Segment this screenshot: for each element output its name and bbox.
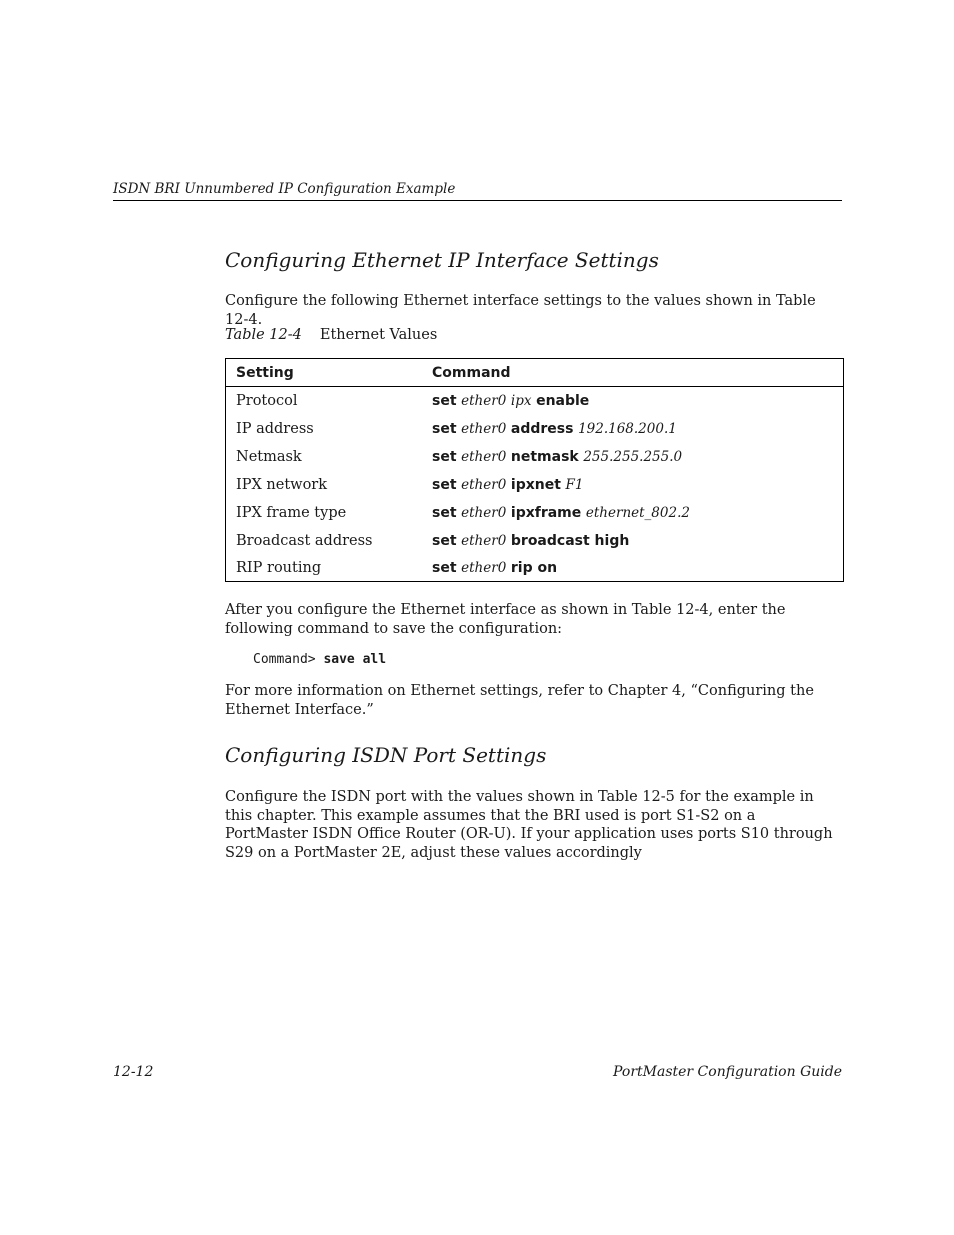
table-row xyxy=(226,415,844,443)
command-interface: ether0 xyxy=(461,449,507,465)
code-command: save all xyxy=(323,652,387,667)
command-cell xyxy=(422,471,844,499)
command-keyword: ipxframe xyxy=(510,505,582,521)
command-keyword: netmask xyxy=(510,449,579,465)
table-header-row xyxy=(226,359,844,387)
command-verb: set xyxy=(432,393,457,409)
command-value: F1 xyxy=(565,477,584,493)
command-verb: set xyxy=(432,421,457,437)
section-heading-ethernet: Configuring Ethernet IP Interface Settings xyxy=(225,248,659,272)
command-subject: ipx xyxy=(510,393,532,409)
command-cell xyxy=(422,527,844,555)
page-number: 12-12 xyxy=(113,1064,154,1080)
running-header xyxy=(113,178,842,201)
command-value: ethernet_802.2 xyxy=(585,505,690,521)
table-row xyxy=(226,527,844,555)
after-table-paragraph: After you configure the Ethernet interface as shown in Table 12-4, enter the following command to save the configuration: xyxy=(225,602,786,637)
setting-cell: Protocol xyxy=(236,393,298,409)
book-title: PortMaster Configuration Guide xyxy=(613,1064,842,1080)
table-number: Table 12-4 xyxy=(225,327,302,343)
isdn-paragraph: Configure the ISDN port with the values shown in Table 12-5 for the example in this chapter. This example assumes that the BRI used is port S1-S2 on a PortMaster ISDN Office Router (OR-U). If your application uses ports S10 through S29 on a PortMaster 2E, adjust these values accordingly xyxy=(225,789,833,861)
table-body xyxy=(226,387,844,582)
section-heading-isdn: Configuring ISDN Port Settings xyxy=(225,743,547,767)
code-example xyxy=(253,651,386,669)
column-header-setting: Setting xyxy=(226,359,423,387)
command-verb: set xyxy=(432,533,457,549)
setting-cell: Broadcast address xyxy=(236,533,373,549)
command-interface: ether0 xyxy=(461,477,507,493)
command-interface: ether0 xyxy=(461,393,507,409)
command-cell xyxy=(422,415,844,443)
code-prompt: Command> xyxy=(253,652,316,667)
table-row xyxy=(226,443,844,471)
command-value: 255.255.255.0 xyxy=(583,449,683,465)
command-cell xyxy=(422,443,844,471)
command-keyword: enable xyxy=(536,393,590,409)
command-keyword: broadcast high xyxy=(510,533,630,549)
command-verb: set xyxy=(432,505,457,521)
ethernet-values-table xyxy=(225,358,844,582)
running-title: ISDN BRI Unnumbered IP Configuration Example xyxy=(113,181,456,197)
setting-cell: IPX frame type xyxy=(236,505,347,521)
column-header-command: Command xyxy=(422,359,844,387)
setting-cell: Netmask xyxy=(236,449,302,465)
command-keyword: ipxnet xyxy=(510,477,561,493)
table-row xyxy=(226,387,844,416)
command-cell xyxy=(422,555,844,582)
table-row xyxy=(226,471,844,499)
command-interface: ether0 xyxy=(461,560,507,576)
table-row xyxy=(226,555,844,582)
table-title: Ethernet Values xyxy=(319,327,438,343)
command-interface: ether0 xyxy=(461,421,507,437)
command-keyword: address xyxy=(510,421,574,437)
command-interface: ether0 xyxy=(461,533,507,549)
setting-cell: IPX network xyxy=(236,477,328,493)
command-verb: set xyxy=(432,449,457,465)
command-interface: ether0 xyxy=(461,505,507,521)
table-caption xyxy=(225,326,437,344)
command-keyword: rip on xyxy=(510,560,558,576)
command-verb: set xyxy=(432,477,457,493)
table-row xyxy=(226,499,844,527)
command-value: 192.168.200.1 xyxy=(578,421,677,437)
command-verb: set xyxy=(432,560,457,576)
setting-cell: RIP routing xyxy=(236,560,322,576)
intro-paragraph: Configure the following Ethernet interface settings to the values shown in Table 12-4. xyxy=(225,293,816,328)
command-cell xyxy=(422,387,844,416)
setting-cell: IP address xyxy=(236,421,314,437)
command-cell xyxy=(422,499,844,527)
more-info-paragraph: For more information on Ethernet settings, refer to Chapter 4, “Configuring the Ethernet Interface.” xyxy=(225,683,814,718)
